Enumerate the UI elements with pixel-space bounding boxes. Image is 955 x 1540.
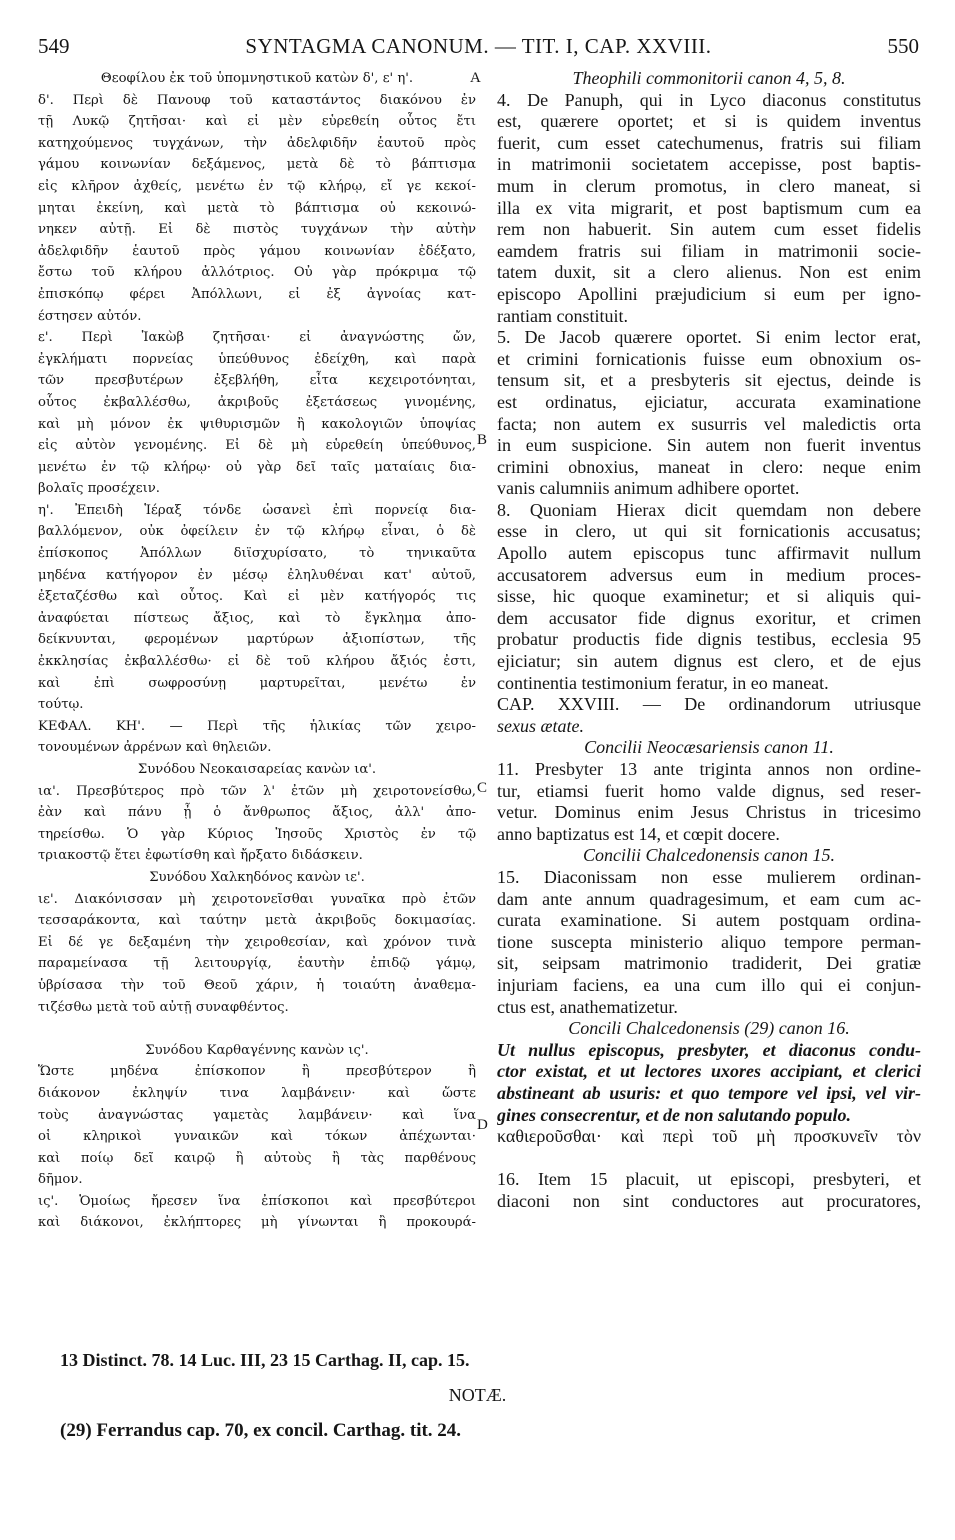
latin-line: 5. De Jacob quærere oportet. Si enim lector erat,	[497, 327, 921, 348]
greek-line: τούτῳ.	[38, 697, 84, 713]
latin-line: crimini obnoxius, maneat in clero: neque enim	[497, 456, 921, 477]
greek-line: καὶ ποίῳ δεῖ καιρῷ ἢ αὐτοὺς ἢ τὰς παρθένους	[38, 1150, 476, 1166]
latin-line: gines consecrentur, et de non salutando populo.	[497, 1104, 852, 1125]
greek-line: τιζέσθω μετὰ τοῦ αὐτῇ συναφθέντος.	[38, 999, 289, 1015]
margin-letter-c: C	[477, 780, 488, 796]
note-29: (29) Ferrandus cap. 70, ex concil. Carthag. tit. 24.	[60, 1420, 462, 1441]
latin-line: rantiam constituit.	[497, 305, 628, 326]
latin-line: ctor existat, et ut lectores uxores accipiant, et clerici	[497, 1061, 921, 1082]
latin-line: tatem duxit, sit a clero alienus. Non est enim	[497, 262, 921, 283]
latin-line: sit, seipsam matrimonio tradiderit, Dei gratiæ	[497, 953, 921, 974]
greek-line: εἰς αὐτὸν γενομένης. Εἰ δὲ μὴ εὑρεθείη ὑπεύθυνος,	[38, 438, 476, 454]
latin-line: injuriam faciens, ea una cum illo qui ei conjun-	[497, 974, 921, 995]
latin-line: in matrimonii societatem accepisse, post baptis-	[497, 154, 921, 175]
greek-line: Συνόδου Χαλκηδόνος κανὼν ιε'.	[149, 869, 365, 885]
greek-line: ε'. Περὶ Ἰακὼβ ζητῆσαι· εἰ ἀναγνώστης ὤν,	[38, 330, 476, 346]
greek-line: Συνόδου Νεοκαισαρείας κανὼν ια'.	[137, 762, 377, 777]
latin-line: sexus ætate.	[497, 715, 584, 736]
greek-line: ἀδελφιδῆν ἑαυτοῦ πρὸς γάμου κοινωνίαν ἐδέξατο,	[38, 243, 476, 259]
greek-line: δῆμον.	[38, 1172, 83, 1188]
greek-line: βαλλόμενον, οὐκ ὀφείλειν ἐν τῷ κλήρῳ εἶναι, ὁ δὲ	[38, 524, 476, 540]
latin-line: diaconi non sint conductores aut procuratores,	[497, 1190, 921, 1211]
greek-line: ἔστω τοῦ κλήρου ἀλλότριος. Οὐ γὰρ πρόκριμα τῷ	[38, 265, 476, 281]
greek-line: δ'. Περὶ δὲ Πανουφ τοῦ καταστάντος διακόνου ἐν	[38, 92, 476, 108]
latin-line: est ordinatus, ejiciatur, accurata examinatione	[497, 391, 921, 412]
greek-line: Συνόδου Καρθαγέννης κανὼν ις'.	[145, 1042, 369, 1058]
greek-line: κατηχούμενος τυγχάνων, τὴν ἀδελφιδῆν ἑαυτοῦ πρὸς	[38, 135, 476, 151]
greek-line: τεσσαράκοντα, καὶ ταύτην μετὰ ἀκριβοῦς δοκιμασίας.	[38, 913, 476, 929]
greek-line: μηται ἐκείνη, καὶ μετὰ τὸ βάπτισμα οὐ κεκοινώ-	[38, 200, 476, 216]
greek-line: έστησεν αὐτόν.	[38, 308, 142, 324]
greek-line: ἐπίσκοπος Ἀπόλλων διϊσχυρίσατο, τὸ τηνικαῦτα	[38, 546, 476, 562]
latin-line: vanis calumniis animum adhibere oportet.	[497, 478, 800, 499]
latin-line: καθιεροῦσθαι· καὶ περὶ τοῦ μὴ προσκυνεῖν τὸν	[497, 1126, 921, 1147]
latin-line: mum in clerum promotus, in clero maneat, si	[497, 175, 921, 196]
greek-line: Θεοφίλου ἐκ τοῦ ὑπομνηστικοῦ κατὼν δ', ε' η'.	[100, 71, 414, 86]
greek-line: μηδένα κατήγορον ἐν μέσῳ ἐληλυθέναι κατ' αὐτοῦ,	[38, 567, 476, 583]
latin-line: 4. De Panuph, qui in Lyco diaconus constitutus	[497, 89, 921, 110]
latin-line: Concilii Chalcedonensis canon 15.	[583, 845, 835, 866]
page-number-right: 550	[887, 34, 919, 58]
greek-line: καὶ διάκονοι, ἐκλήπτορες μὴ γίνωνται ἢ προκουρά-	[38, 1215, 476, 1231]
greek-line: ἐξεταζέσθω καὶ οὗτος. Καὶ εἰ μὲν κατήγορός τις	[38, 589, 476, 605]
latin-line: facta; non autem ex susurris vel maledictis orta	[497, 413, 921, 434]
latin-line: 11. Presbyter 13 ante triginta annos non ordine-	[497, 759, 921, 779]
greek-line: τῇ Λυκῷ ζητῆσαι· καὶ εἰ μὲν εὑρεθείη οὗτος ἔτι	[38, 114, 476, 130]
latin-line: et crimini fornicationis fuisse eum obnoxium os-	[497, 348, 921, 369]
greek-line: τηρείσθω. Ὁ γὰρ Κύριος Ἰησοῦς Χριστὸς ἐν τῷ	[38, 826, 476, 842]
running-title: SYNTAGMA CANONUM. — TIT. I, CAP. XXVIII.	[245, 34, 712, 58]
greek-line: ιε'. Διακόνισσαν μὴ χειροτονεῖσθαι γυναῖκα πρὸ ἐτῶν	[38, 891, 476, 907]
latin-line: tur, etiamsi fuerit homo valde dignus, sed reser-	[497, 780, 921, 801]
latin-line: esse in clero, ut qui sit fornicationis accusatus;	[497, 521, 921, 542]
greek-line: τριακοστῷ ἔτει ἐφωτίσθη καὶ ἤρξατο διδάσκειν.	[38, 848, 363, 864]
latin-line: episcopo Apollini præjudicium si eum per igno-	[497, 283, 921, 304]
latin-line: eamdem fratris sui filiam in matrimonii socie-	[497, 240, 921, 261]
greek-line: Εἰ δέ γε δεξαμένη τὴν χειροθεσίαν, καὶ χρόνον τινὰ	[38, 934, 476, 950]
latin-line: anno baptizatus est 14, et cœpit docere.	[497, 823, 780, 844]
latin-line: Apollo autem episcopus tunc affirmavit nullum	[497, 543, 921, 564]
latin-line: fuerit, cum esset catechumenus, fratris sui filiam	[497, 132, 921, 153]
latin-line: 15. Diaconissam non esse mulierem ordinan-	[497, 866, 921, 887]
latin-line: Theophili commonitorii canon 4, 5, 8.	[572, 68, 846, 88]
page-number-left: 549	[38, 34, 70, 58]
footnotes: 13 Distinct. 78. 14 Luc. III, 23 15 Carthag. II, cap. 15.	[60, 1350, 470, 1370]
greek-line: παραμείνασα τῇ λειτουργίᾳ, ἑαυτὴν ἐπιδῷ γάμῳ,	[38, 956, 476, 972]
latin-line: rem non habuerit. Sin autem cum esset fidelis	[497, 219, 921, 240]
greek-line: καὶ ἐπὶ σωφροσύνῃ μαρτυρεῖται, μενέτω ἐν	[38, 675, 476, 691]
greek-line: ἀναφύεται πίστεως ἄξιος, καὶ τὸ ἔγκλημα ἀπο-	[38, 610, 476, 626]
latin-line: Ut nullus episcopus, presbyter, et diaconus condu-	[497, 1039, 921, 1060]
greek-line: διάκονον ἐκληψίν τινα λαμβάνειν· καὶ ὥστε	[38, 1085, 476, 1101]
greek-line: ὑβρίσασα τὴν τοῦ Θεοῦ χάριν, ἡ τοιαύτη ἀναθεμα-	[38, 977, 476, 993]
latin-line: Concilii Neocæsariensis canon 11.	[584, 737, 834, 758]
latin-line: tensum sit, et a presbyteris sit ejectus, deinde is	[497, 370, 921, 391]
greek-line: οἱ κληρικοὶ γυναικῶν καὶ τόκων ἀπέχωνται·	[38, 1129, 476, 1145]
latin-line: 16. Item 15 placuit, ut episcopi, presbyteri, et	[497, 1169, 921, 1190]
greek-line: οὗτος ἐκβαλλέσθω, ἀκριβοῦς ἐξετάσεως γινομένης,	[38, 394, 476, 410]
greek-line: νηκεν αὐτῇ. Εἰ δὲ πιστὸς τυγχάνων τὴν αὐτὴν	[38, 222, 476, 238]
latin-column	[497, 68, 921, 1212]
greek-line: δείκνυνται, φερομένων μαρτύρων ἀξιοπίστων, τῆς	[38, 632, 476, 648]
latin-line: est, quærere oportet; et si is quidem inventus	[497, 111, 921, 132]
greek-line: Ὥστε μηδένα ἐπίσκοπον ἢ πρεσβύτερον ἢ	[38, 1064, 476, 1080]
latin-line: illa ex vita migrarit, et post baptismum cum ea	[497, 197, 921, 218]
latin-line: in eum suspicione. Sin autem non fuerit inventus	[497, 435, 921, 456]
margin-letter-d: D	[477, 1117, 488, 1133]
greek-line: ις'. Ὁμοίως ἤρεσεν ἵνα ἐπίσκοποι καὶ πρεσβύτεροι	[38, 1193, 476, 1209]
greek-line: ἐκκλησίας ἐκβαλλέσθω· εἰ δὲ τοῦ κλήρου ἄξιός ἐστι,	[38, 654, 476, 670]
latin-line: ejiciatur; sin autem dignus est clero, et de ejus	[497, 651, 921, 672]
greek-line: τονουμένων ἀρρένων καὶ θηλειῶν.	[38, 740, 272, 756]
running-header	[38, 34, 919, 64]
greek-line: ἐγκλήματι πορνείας ὑπεύθυνος ἐδείχθη, καὶ παρὰ	[38, 351, 476, 367]
latin-line: curata examinatione. Si autem postquam ordina-	[497, 910, 921, 931]
greek-line: μενέτω ἐν τῷ κλήρῳ· οὐ γὰρ δεῖ ταῖς ματαίαις δια-	[38, 459, 476, 475]
latin-line: tione suscepta ministerio aliquo tempore perman-	[497, 931, 921, 952]
latin-line: probatur productis fide dignis testibus, ecclesia 95	[497, 629, 921, 650]
latin-line: accusatorem adversus eum in medium proces-	[497, 564, 921, 585]
greek-line: τοὺς ἀναγνώστας γαμετὰς λαμβάνειν· καὶ ἵνα	[38, 1107, 476, 1123]
greek-line: η'. Ἐπειδὴ Ἱέραξ τόνδε ὡσανεὶ ἐπὶ πορνείᾳ δια-	[38, 502, 476, 518]
greek-column	[38, 68, 476, 1234]
greek-line: τῶν πρεσβυτέρων ἐξεβλήθη, εἶτα κεχειροτόνηται,	[38, 373, 476, 389]
latin-line: vetur. Dominus enim Jesus Christus in tricesimo	[497, 802, 921, 823]
greek-line: εἰς κλῆρον ἀχθείς, μενέτω ἐν τῷ κλήρῳ, εἴ γε κεκοί-	[38, 178, 476, 194]
latin-line: sisse, hic quoque examinetur; et si aliquis qui-	[497, 586, 921, 607]
greek-line: ἐὰν καὶ πάνυ ᾖ ὁ ἄνθρωπος ἄξιος, ἀλλ' ἀπο-	[38, 805, 476, 821]
latin-line: continentia testimonium feratur, in eo maneat.	[497, 672, 829, 693]
greek-line: βολαῖς προσέχειν.	[38, 481, 160, 497]
greek-line: καὶ μὴ μόνον ἐκ ψιθυρισμῶν ἢ κακολογιῶν ὑποψίας	[38, 416, 476, 432]
latin-line: 8. Quoniam Hierax dicit quemdam non debere	[497, 499, 921, 520]
greek-line: ΚΕΦΑΛ. ΚΗ'. — Περὶ τῆς ἡλικίας τῶν χειρο-	[38, 718, 476, 734]
margin-letter-a: A	[470, 70, 481, 86]
latin-line: dam ante annum quadragesimum, et eam cum ac-	[497, 888, 921, 909]
margin-letter-b: B	[477, 432, 488, 448]
latin-line: Concili Chalcedonensis (29) canon 16.	[568, 1018, 850, 1039]
latin-line: dem accusator fide dignus exoritur, et crimen	[497, 607, 921, 628]
latin-line: CAP. XXVIII. — De ordinandorum utriusque	[497, 694, 921, 715]
greek-line: ἐπισκόπῳ φέρει Ἀπόλλωνι, εἰ ἐξ ἀγνοίας κατ-	[38, 286, 476, 302]
notes-heading: NOTÆ.	[448, 1385, 507, 1405]
latin-line: ctus est, anathematizetur.	[497, 996, 678, 1017]
greek-line: γάμου κοινωνίαν δεξάμενος, μετὰ δὲ τὸ βάπτισμα	[38, 157, 476, 173]
latin-line: abstineant ab usuris: et quo tempore vel ipsi, vel vir-	[497, 1082, 921, 1103]
greek-line: ια'. Πρεσβύτερος πρὸ τῶν λ' ἐτῶν μὴ χειροτονείσθω,	[38, 783, 476, 799]
